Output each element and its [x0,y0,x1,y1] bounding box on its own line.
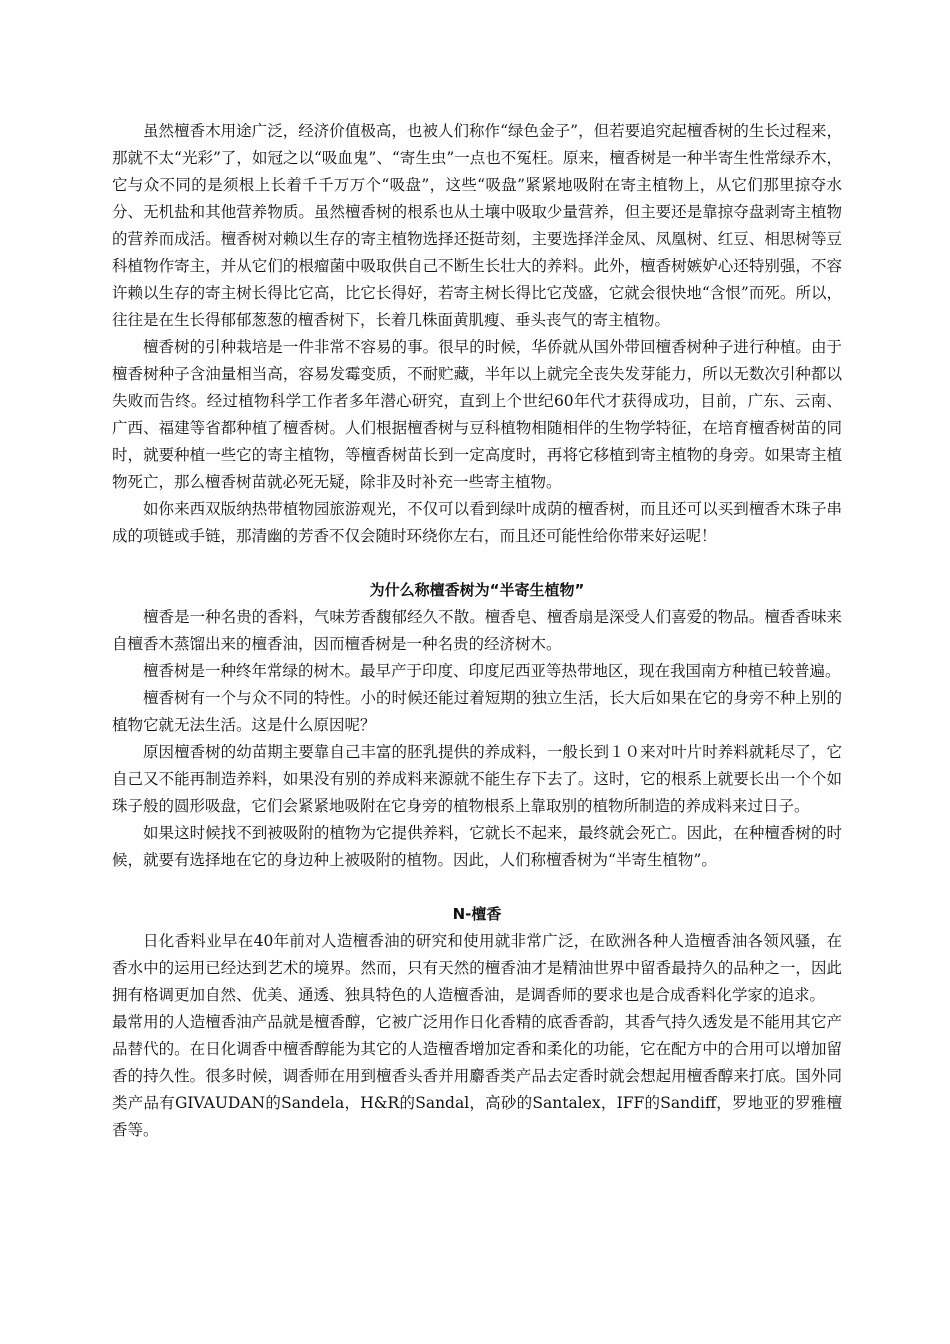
section-heading: 为什么称檀香树为“半寄生植物” [369,581,585,599]
body-paragraph: 如你来西双版纳热带植物园旅游观光，不仅可以看到绿叶成荫的檀香树，而且还可以买到檀香木珠子串成的项链或手链，那清幽的芳香不仅会随时环绕你左右，而且还可能性给你带来好运呢！ [112,500,842,545]
body-paragraph: 檀香树是一种终年常绿的树木。最早产于印度、印度尼西亚等热带地区，现在我国南方种植已较普遍。 [143,662,841,680]
body-paragraph: 檀香树有一个与众不同的特性。小的时候还能过着短期的独立生活，长大后如果在它的身旁不种上别的植物它就无法生活。这是什么原因呢？ [112,689,842,734]
section-heading: N-檀香 [452,905,502,923]
body-paragraph: 原因檀香树的幼苗期主要靠自己丰富的胚乳提供的养成料，一般长到１０来对叶片时养料就耗尽了，它自己又不能再制造养料，如果没有别的养成料来源就不能生存下去了。这时，它的根系上就要长出一个个如珠子般的圆形吸盘，它们会紧紧地吸附在它身旁的植物根系上靠取别的植物所制造的养成料来过日子。 [112,743,842,815]
body-paragraph: 檀香树的引种栽培是一件非常不容易的事。很早的时候，华侨就从国外带回檀香树种子进行种植。由于檀香树种子含油量相当高，容易发霉变质，不耐贮藏，半年以上就完全丧失发芽能力，所以无数次引种都以失败而告终。经过植物科学工作者多年潜心研究，直到上个世纪60年代才获得成功，目前，广东、云南、广西、福建等省都种植了檀香树。人们根据檀香树与豆科植物相随相伴的生物学特征，在培育檀香树苗的同时，就要种植一些它的寄主植物，等檀香树苗长到一定高度时，再将它移植到寄主植物的身旁。如果寄主植物死亡，那么檀香树苗就必死无疑，除非及时补充一些寄主植物。 [112,338,842,491]
document-page [112,118,842,1144]
section-spacer [112,550,842,577]
body-paragraph: 如果这时候找不到被吸附的植物为它提供养料，它就长不起来，最终就会死亡。因此，在种檀香树的时候，就要有选择地在它的身边种上被吸附的植物。因此，人们称檀香树为“半寄生植物”。 [112,824,842,869]
body-paragraph: 檀香是一种名贵的香料，气味芳香馥郁经久不散。檀香皂、檀香扇是深受人们喜爱的物品。檀香香味来自檀香木蒸馏出来的檀香油，因而檀香树是一种名贵的经济树木。 [112,608,842,653]
body-paragraph: 日化香料业早在40年前对人造檀香油的研究和使用就非常广泛，在欧洲各种人造檀香油各领风骚，在香水中的运用已经达到艺术的境界。然而，只有天然的檀香油才是精油世界中留香最持久的品种之一，因此拥有格调更加自然、优美、通透、独具特色的人造檀香油，是调香师的要求也是合成香料化学家的追求。 [112,932,842,1004]
body-paragraph-unindented: 最常用的人造檀香油产品就是檀香醇，它被广泛用作日化香精的底香香韵，其香气持久透发是不能用其它产品替代的。在日化调香中檀香醇能为其它的人造檀香增加定香和柔化的功能，它在配方中的合用可以增加留香的持久性。很多时候，调香师在用到檀香头香并用麝香类产品去定香时就会想起用檀香醇来打底。国外同类产品有GIVAUDAN的Sandela，H&R的Sandal，高砂的Santalex，IFF的Sandiff，罗地亚的罗雅檀香等。 [112,1013,842,1139]
body-paragraph: 虽然檀香木用途广泛，经济价值极高，也被人们称作“绿色金子”，但若要追究起檀香树的生长过程来，那就不太“光彩”了，如冠之以“吸血鬼”、“寄生虫”一点也不冤枉。原来，檀香树是一种半寄生性常绿乔木，它与众不同的是须根上长着千千万万个“吸盘”，这些“吸盘”紧紧地吸附在寄主植物上，从它们那里掠夺水分、无机盐和其他营养物质。虽然檀香树的根系也从土壤中吸取少量营养，但主要还是靠掠夺盘剥寄主植物的营养而成活。檀香树对赖以生存的寄主植物选择还挺苛刻，主要选择洋金凤、凤凰树、红豆、相思树等豆科植物作寄主，并从它们的根瘤菌中吸取供自己不断生长壮大的养料。此外，檀香树嫉妒心还特别强，不容许赖以生存的寄主树长得比它高，比它长得好，若寄主树长得比它茂盛，它就会很快地“含恨”而死。所以，往往是在生长得郁郁葱葱的檀香树下，长着几株面黄肌瘦、垂头丧气的寄主植物。 [112,122,842,329]
section-spacer [112,874,842,901]
